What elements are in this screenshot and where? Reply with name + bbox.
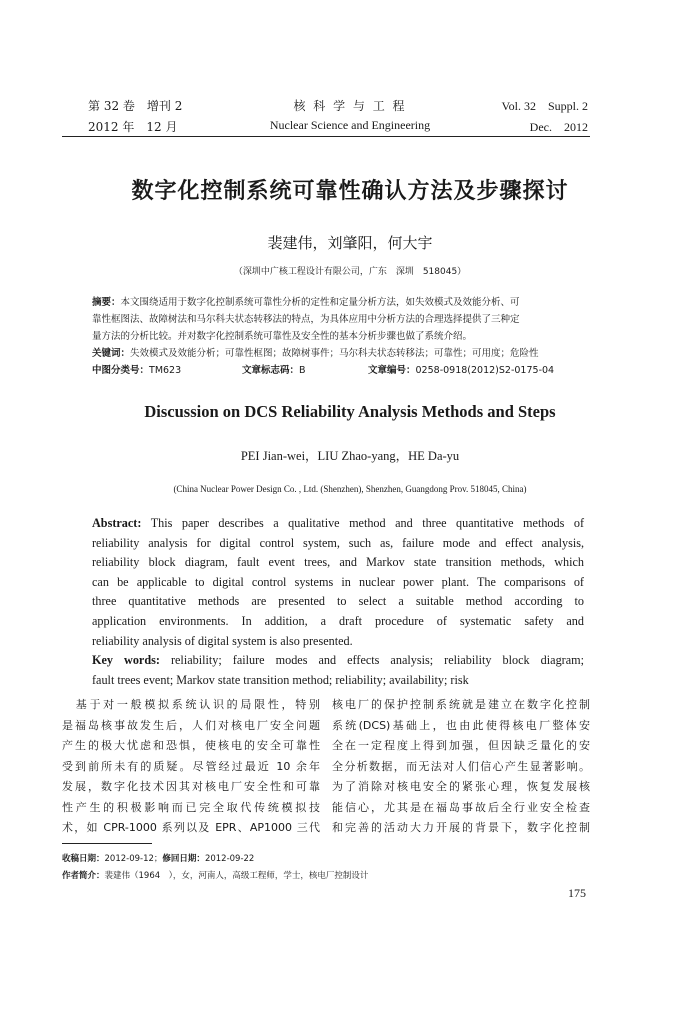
article-title-cn: 数字化控制系统可靠性确认方法及步骤探讨: [131, 179, 569, 204]
body-line: 受到前所未有的质疑。尽管经过最近 10 余年: [62, 759, 320, 773]
body-line: 为了消除对核电安全的紧张心理，恢复发展核: [332, 780, 590, 793]
abstract-cn-line: 量方法的分析比较。并对数字化控制系统可靠性及安全性的基本分析步骤也做了系统介绍。: [92, 331, 473, 342]
revised-date: 2012-09-22: [204, 854, 255, 864]
journal-date: 2012 年 12 月: [88, 120, 178, 134]
article-title-en: Discussion on DCS Reliability Analysis Methods and Steps: [144, 402, 556, 421]
affiliation-en: (China Nuclear Power Design Co. , Ltd. (Shenzhen), Shenzhen, Guangdong Prov. 518045, China): [173, 484, 527, 494]
journal-name-cn: 核 科 学 与 工 程: [293, 99, 407, 113]
article-no-label: 文章编号：: [368, 365, 416, 376]
page-number: 175: [568, 886, 586, 900]
authors-en: PEI Jian-wei，LIU Zhao-yang，HE Da-yu: [240, 449, 460, 463]
body-line: 核电厂的保护控制系统就是建立在数字化控制: [332, 698, 590, 711]
bio-text: 裴建伟（1964 ），女，河南人，高级工程师，学士，核电厂控制设计: [104, 871, 369, 881]
header-rule: [62, 136, 590, 137]
abstract-en-line: reliability analysis for digital control system, such as, failure mode and effect analysis,: [92, 535, 584, 550]
journal-date-en: Dec. 2012: [529, 120, 588, 134]
received-date: 2012-09-12；: [104, 854, 163, 864]
footnote-rule: [62, 843, 152, 844]
abstract-en-line: This paper describes a qualitative method and three quantitative methods of: [150, 516, 584, 530]
body-line: 是福岛核事故发生后，人们对核电厂安全问题: [62, 718, 320, 732]
journal-volume-en: Vol. 32 Suppl. 2: [501, 99, 588, 113]
abstract-en-line: reliability analysis of digital system is also presented.: [92, 633, 353, 648]
body-line: 术，如 CPR-1000 系列以及 EPR、AP1000 三代: [62, 821, 320, 834]
body-column-left: [62, 695, 320, 839]
abstract-en-label: Abstract:: [92, 516, 142, 530]
body-line: 产生的极大忧虑和恐惧，使核电的安全可靠性: [62, 739, 320, 752]
body-line: 性产生的积极影响而已完全取代传统模拟技: [62, 800, 320, 814]
body-line: 全分析数据，而无法对人们信心产生显著影响。: [332, 759, 590, 773]
body-line: 基于对一般模拟系统认识的局限性，特别: [62, 698, 320, 711]
body-line: 全在一定程度上得到加强，但因缺乏量化的安: [332, 739, 590, 752]
body-line: 和完善的活动大力开展的背景下，数字化控制: [332, 821, 590, 834]
body-column-right: [332, 695, 590, 839]
journal-volume: 第 32 卷 增刊 2: [88, 99, 183, 113]
affiliation-cn: （深圳中广核工程设计有限公司，广东 深圳 518045）: [233, 267, 467, 277]
abstract-en-line: reliability block diagram, fault event trees, and Markov state transition methods, which: [92, 555, 584, 570]
clc-label: 中图分类号：: [92, 365, 150, 376]
keywords-cn-label: 关键词：: [92, 348, 131, 359]
doc-code-label: 文章标志码：: [242, 365, 300, 376]
abstract-cn-line: 靠性框图法、故障树法和马尔科夫状态转移法的特点，为具体应用中分析方法的合理选择提供了三种定: [92, 314, 520, 325]
abstract-en-line: three quantitative methods are presented to select a suitable method according to: [92, 594, 584, 609]
received-label: 收稿日期：: [62, 854, 105, 864]
revised-label: 修回日期：: [162, 854, 205, 864]
footnote-dates: [62, 852, 254, 864]
keywords-en-line: fault trees event; Markov state transition method; reliability; availability; risk: [92, 672, 469, 687]
abstract-cn-label: 摘要：: [92, 297, 121, 308]
authors-cn: 裴建伟，刘肇阳，何大宇: [267, 234, 433, 252]
journal-name-en: Nuclear Science and Engineering: [269, 118, 431, 132]
article-no-value: 0258-0918(2012)S2-0175-04: [415, 365, 555, 376]
abstract-cn: [92, 294, 584, 379]
body-line: 发展，数字化技术因其对核电厂安全性和可靠: [62, 780, 320, 793]
doc-code-value: B: [299, 365, 306, 376]
clc-value: TM623: [149, 365, 182, 376]
abstract-en: [92, 514, 584, 690]
footnote-bio: [62, 869, 368, 881]
abstract-en-line: application environments. In addition, a draft procedure of systematic safety and: [92, 613, 584, 628]
body-line: 系统(DCS)基础上，也由此使得核电厂整体安: [332, 718, 590, 732]
body-line: 能信心，尤其是在福岛事故后全行业安全检查: [332, 800, 590, 814]
keywords-en-line: reliability; failure modes and effects analysis; reliability block diagram;: [170, 653, 584, 668]
keywords-en-label: Key words:: [92, 653, 160, 668]
abstract-cn-line: 本文围绕适用于数字化控制系统可靠性分析的定性和定量分析方法，如失效模式及效能分析、可: [120, 297, 520, 308]
keywords-cn-text: 失效模式及效能分析；可靠性框图；故障树事件；马尔科夫状态转移法；可靠性；可用度；危险性: [130, 348, 539, 359]
abstract-en-line: can be applicable to digital control systems in nuclear power plant. The comparisons of: [92, 574, 584, 589]
bio-label: 作者简介：: [62, 871, 105, 881]
